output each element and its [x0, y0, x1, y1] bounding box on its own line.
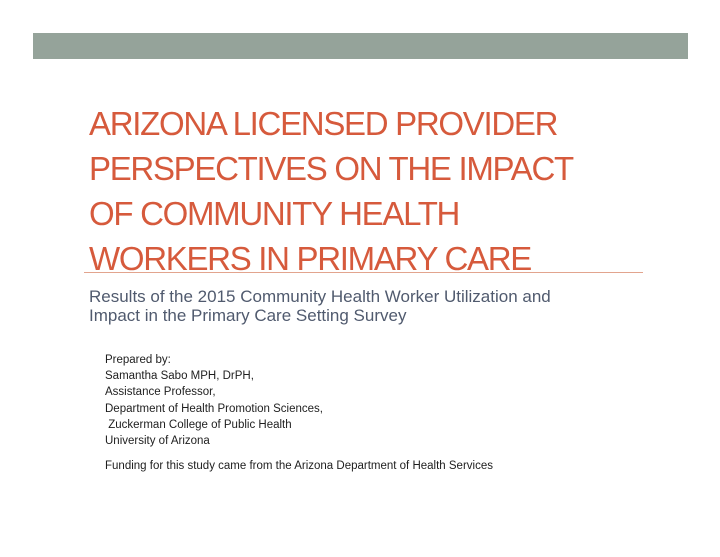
credit-college: Zuckerman College of Public Health — [105, 418, 292, 431]
slide-title — [89, 101, 669, 281]
credit-author-name: Samantha Sabo MPH, DrPH, — [105, 370, 254, 383]
title-divider — [84, 272, 643, 273]
credit-university: University of Arizona — [105, 435, 210, 448]
author-credits — [105, 352, 665, 449]
subtitle-line: Impact in the Primary Care Setting Survey — [89, 306, 407, 325]
title-line: WORKERS IN PRIMARY CARE — [89, 240, 531, 277]
slide-subtitle — [89, 287, 669, 325]
title-line: ARIZONA LICENSED PROVIDER — [89, 105, 558, 142]
title-line: PERSPECTIVES ON THE IMPACT — [89, 150, 573, 187]
funding-note: Funding for this study came from the Arizona Department of Health Services — [105, 460, 493, 472]
credit-department: Department of Health Promotion Sciences, — [105, 402, 323, 415]
credit-prepared-by: Prepared by: — [105, 354, 171, 366]
title-line: OF COMMUNITY HEALTH — [89, 195, 460, 232]
subtitle-line: Results of the 2015 Community Health Worker Utilization and — [89, 287, 551, 306]
header-accent-bar — [33, 33, 688, 59]
credit-author-title: Assistance Professor, — [105, 386, 216, 399]
